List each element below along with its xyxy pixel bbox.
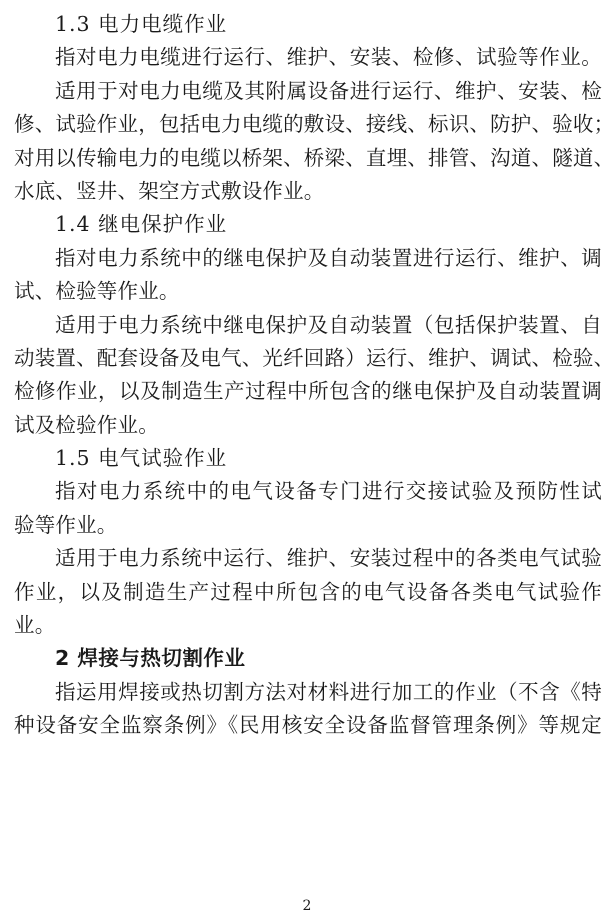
paragraph-line: 适用于电力系统中继电保护及自动装置（包括保护装置、自: [55, 312, 602, 337]
paragraph-line: 检修作业，以及制造生产过程中所包含的继电保护及自动装置调: [14, 379, 602, 404]
paragraph-line: 指对电力系统中的电气设备专门进行交接试验及预防性试: [55, 479, 602, 504]
paragraph-line: 指运用焊接或热切割方法对材料进行加工的作业（不含《特: [55, 679, 602, 704]
paragraph-line: 水底、竖井、架空方式敷设作业。: [14, 178, 325, 203]
paragraph-line: 业。: [14, 613, 56, 638]
paragraph-line: 动装置、配套设备及电气、光纤回路）运行、维护、调试、检验、: [14, 345, 614, 370]
paragraph-line: 验等作业。: [14, 512, 118, 537]
paragraph-line: 试、检验等作业。: [14, 279, 180, 304]
paragraph-line: 指对电力电缆进行运行、维护、安装、检修、试验等作业。: [55, 45, 602, 70]
section-1-4-heading: 1.4 继电保护作业: [55, 212, 228, 237]
paragraph-line: 适用于电力系统中运行、维护、安装过程中的各类电气试验: [55, 546, 602, 571]
section-1-5-heading: 1.5 电气试验作业: [55, 446, 228, 471]
section-1-3-heading: 1.3 电力电缆作业: [55, 12, 228, 36]
section-2-heading: 2 焊接与热切割作业: [55, 646, 246, 671]
paragraph-line: 作业，以及制造生产过程中所包含的电气设备各类电气试验作: [14, 579, 602, 604]
document-page: [14, 8, 614, 743]
page-number: 2: [302, 898, 312, 914]
paragraph-line: 指对电力系统中的继电保护及自动装置进行运行、维护、调: [55, 245, 602, 270]
paragraph-line: 对用以传输电力的电缆以桥架、桥梁、直埋、排管、沟道、隧道、: [14, 145, 614, 170]
paragraph-line: 适用于对电力电缆及其附属设备进行运行、维护、安装、检: [55, 78, 602, 103]
paragraph-line: 种设备安全监察条例》《民用核安全设备监督管理条例》等规定: [14, 713, 602, 738]
paragraph-line: 修、试验作业，包括电力电缆的敷设、接线、标识、防护、验收；: [14, 112, 614, 137]
paragraph-line: 试及检验作业。: [14, 412, 159, 437]
